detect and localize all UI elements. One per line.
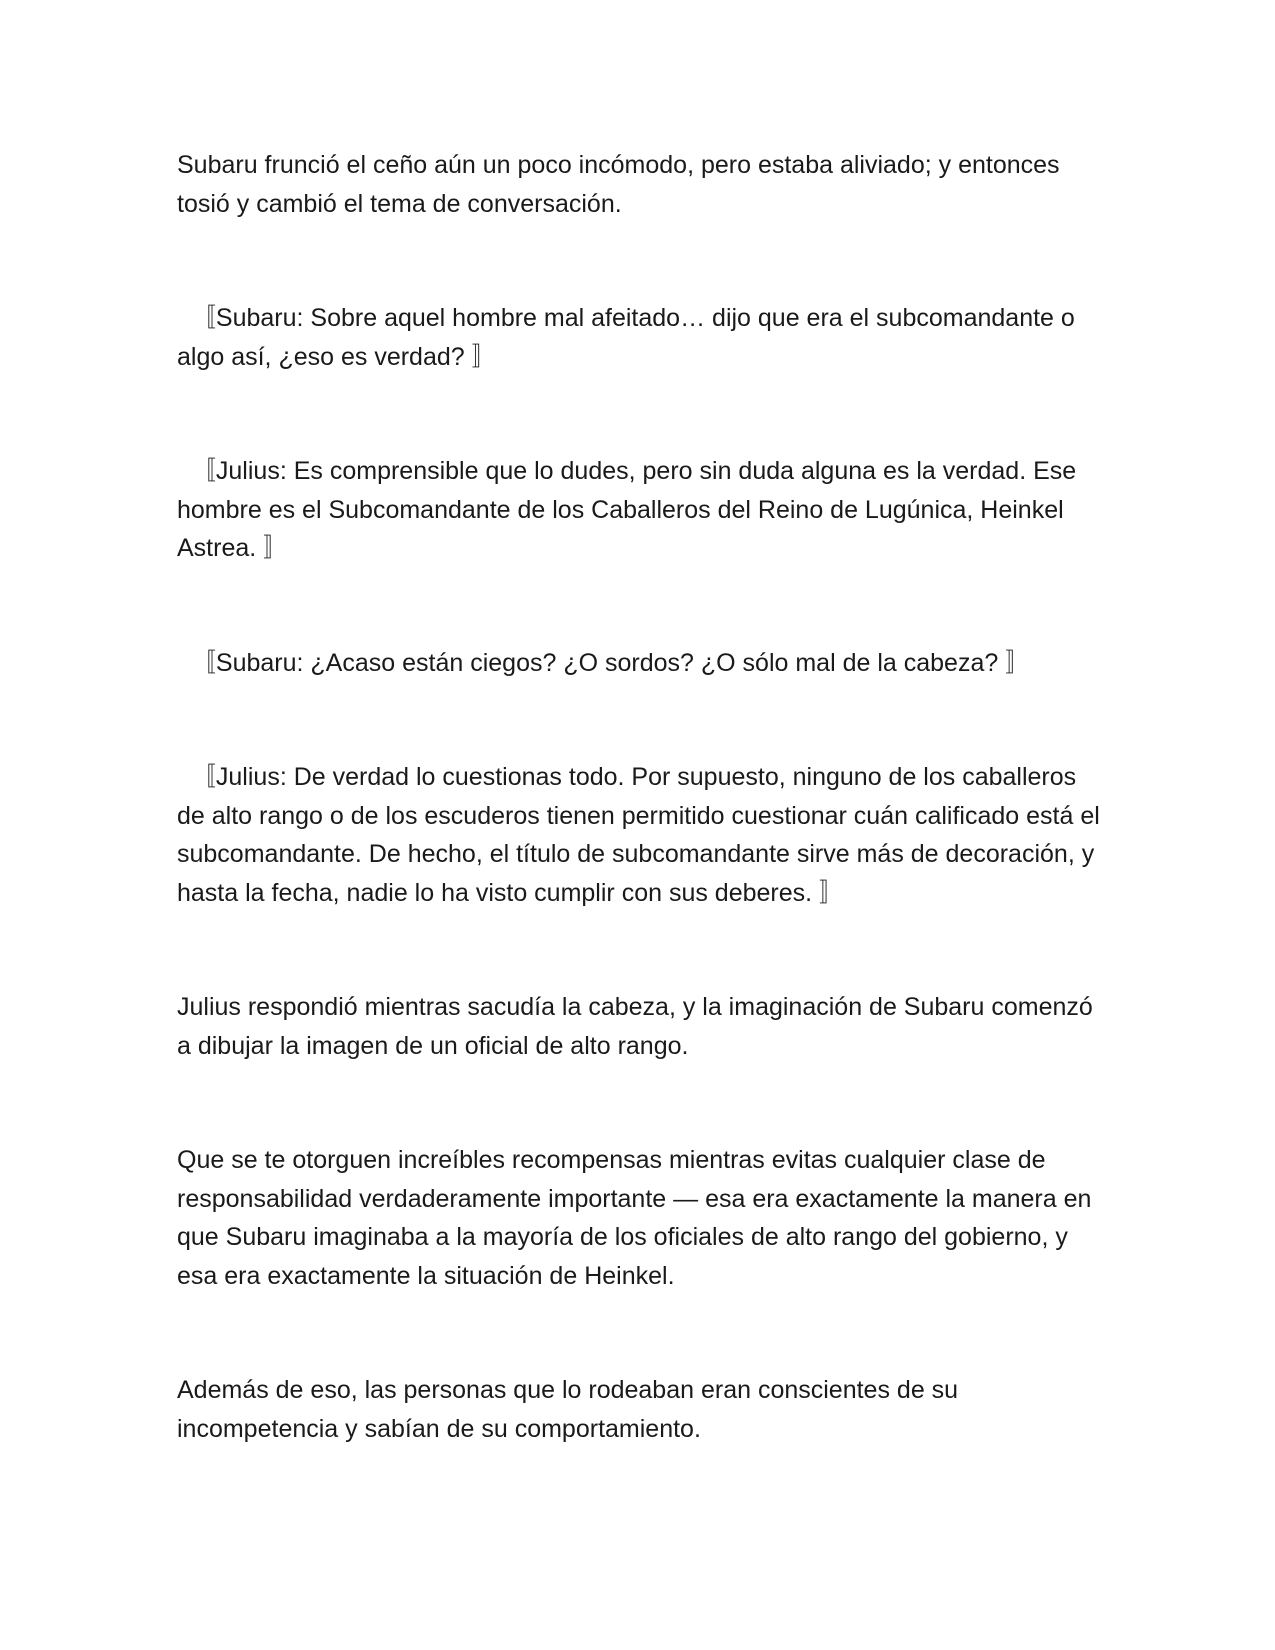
- paragraph-narration-3: Que se te otorguen increíbles recompensas mientras evitas cualquier clase de responsabilidad verdaderamente importante — esa era exactamente la manera en que Subaru imaginaba a la mayoría de los oficiales de alto rango del gobierno, y esa era exactamente la situación de Heinkel.: [177, 1146, 1099, 1290]
- paragraph-dialogue-subaru-2: 〚Subaru: ¿Acaso están ciegos? ¿O sordos? ¿O sólo mal de la cabeza? 〛: [177, 648, 1031, 677]
- paragraph-narration-4: Además de eso, las personas que lo rodeaban eran conscientes de su incompetencia y sabían de su comportamiento.: [177, 1376, 966, 1443]
- paragraph-dialogue-subaru-1: 〚Subaru: Sobre aquel hombre mal afeitado… dijo que era el subcomandante o algo así, ¿eso es verdad? 〛: [177, 304, 1082, 371]
- document-body: [177, 146, 1107, 1448]
- paragraph-narration-1: Subaru frunció el ceño aún un poco incómodo, pero estaba aliviado; y entonces tosió y cambió el tema de conversación.: [177, 151, 1067, 218]
- paragraph-dialogue-julius-1: 〚Julius: Es comprensible que lo dudes, pero sin duda alguna es la verdad. Ese hombre es el Subcomandante de los Caballeros del Reino de Lugúnica, Heinkel Astrea. 〛: [177, 457, 1084, 562]
- paragraph-dialogue-julius-2: 〚Julius: De verdad lo cuestionas todo. Por supuesto, ninguno de los caballeros de alto rango o de los escuderos tienen permitido cuestionar cuán calificado está el subcomandante. De hecho, el título de subcomandante sirve más de decoración, y hasta la fecha, nadie lo ha visto cumplir con sus deberes. 〛: [177, 763, 1107, 907]
- paragraph-narration-2: Julius respondió mientras sacudía la cabeza, y la imaginación de Subaru comenzó a dibujar la imagen de un oficial de alto rango.: [177, 993, 1100, 1060]
